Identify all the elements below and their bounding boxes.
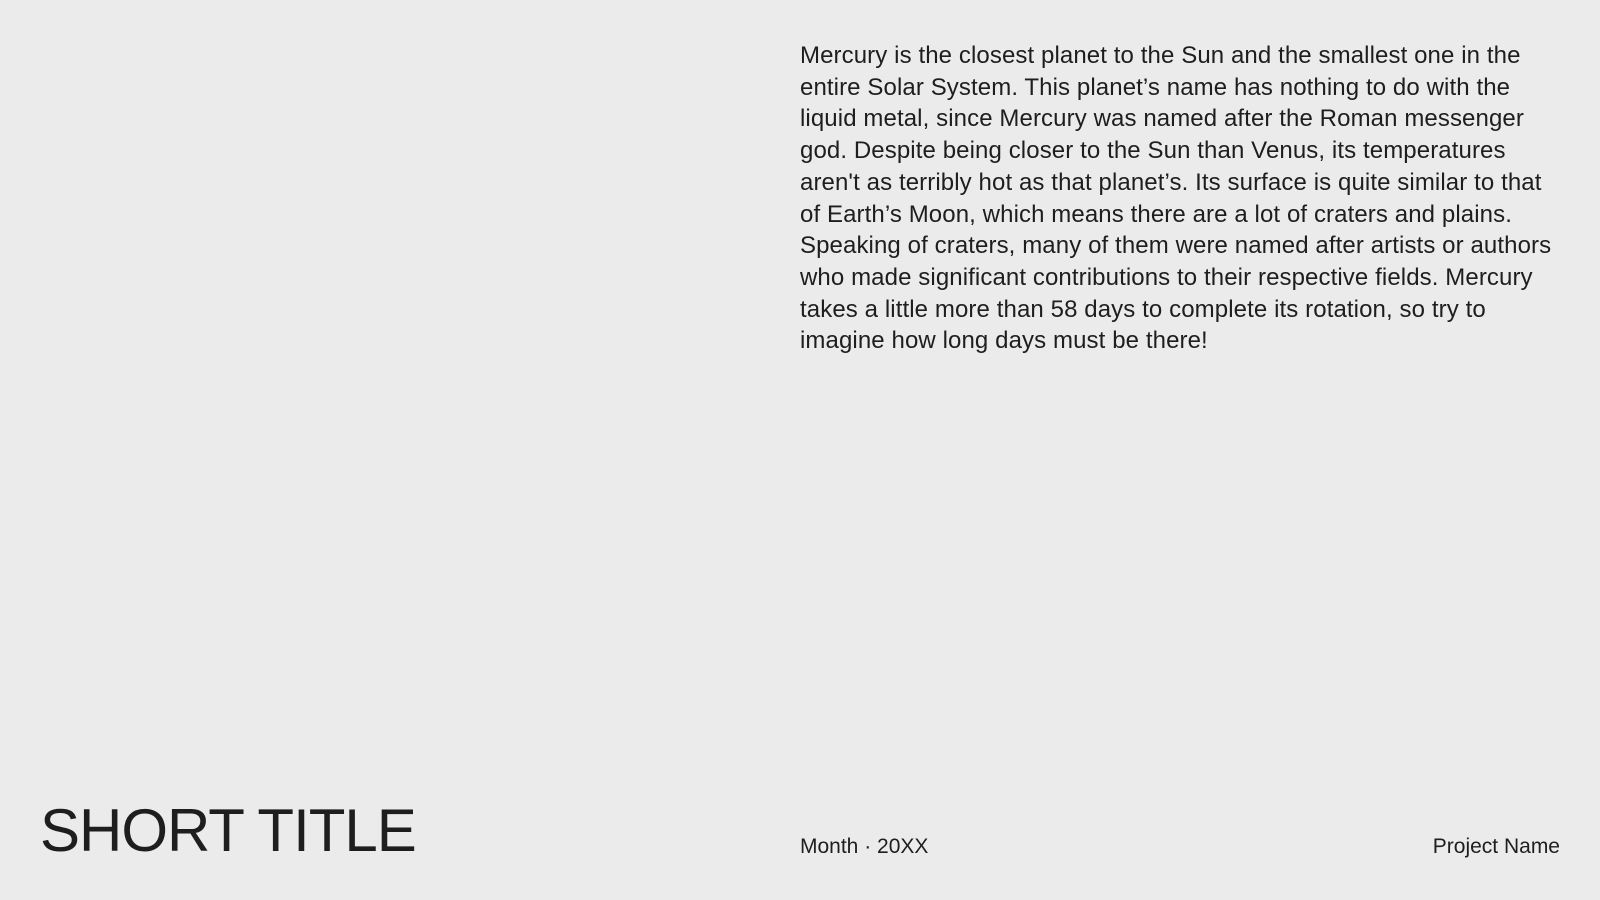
project-name-label: Project Name xyxy=(1432,835,1560,858)
body-paragraph: Mercury is the closest planet to the Sun and the smallest one in the entire Solar System. This planet’s name has nothing to do with the liquid metal, since Mercury was named after the Roman messenger god. Despite being closer to the Sun than Venus, its temperatures aren't as terribly hot as that planet’s. Its surface is quite similar to that of Earth’s Moon, which means there are a lot of craters and plains. Speaking of craters, many of them were named after artists or authors who made significant contributions to their respective fields. Mercury takes a little more than 58 days to complete its rotation, so try to imagine how long days must be there! xyxy=(800,42,1552,355)
date-label: Month · 20XX xyxy=(800,835,929,858)
slide-title: SHORT TITLE xyxy=(40,797,416,864)
